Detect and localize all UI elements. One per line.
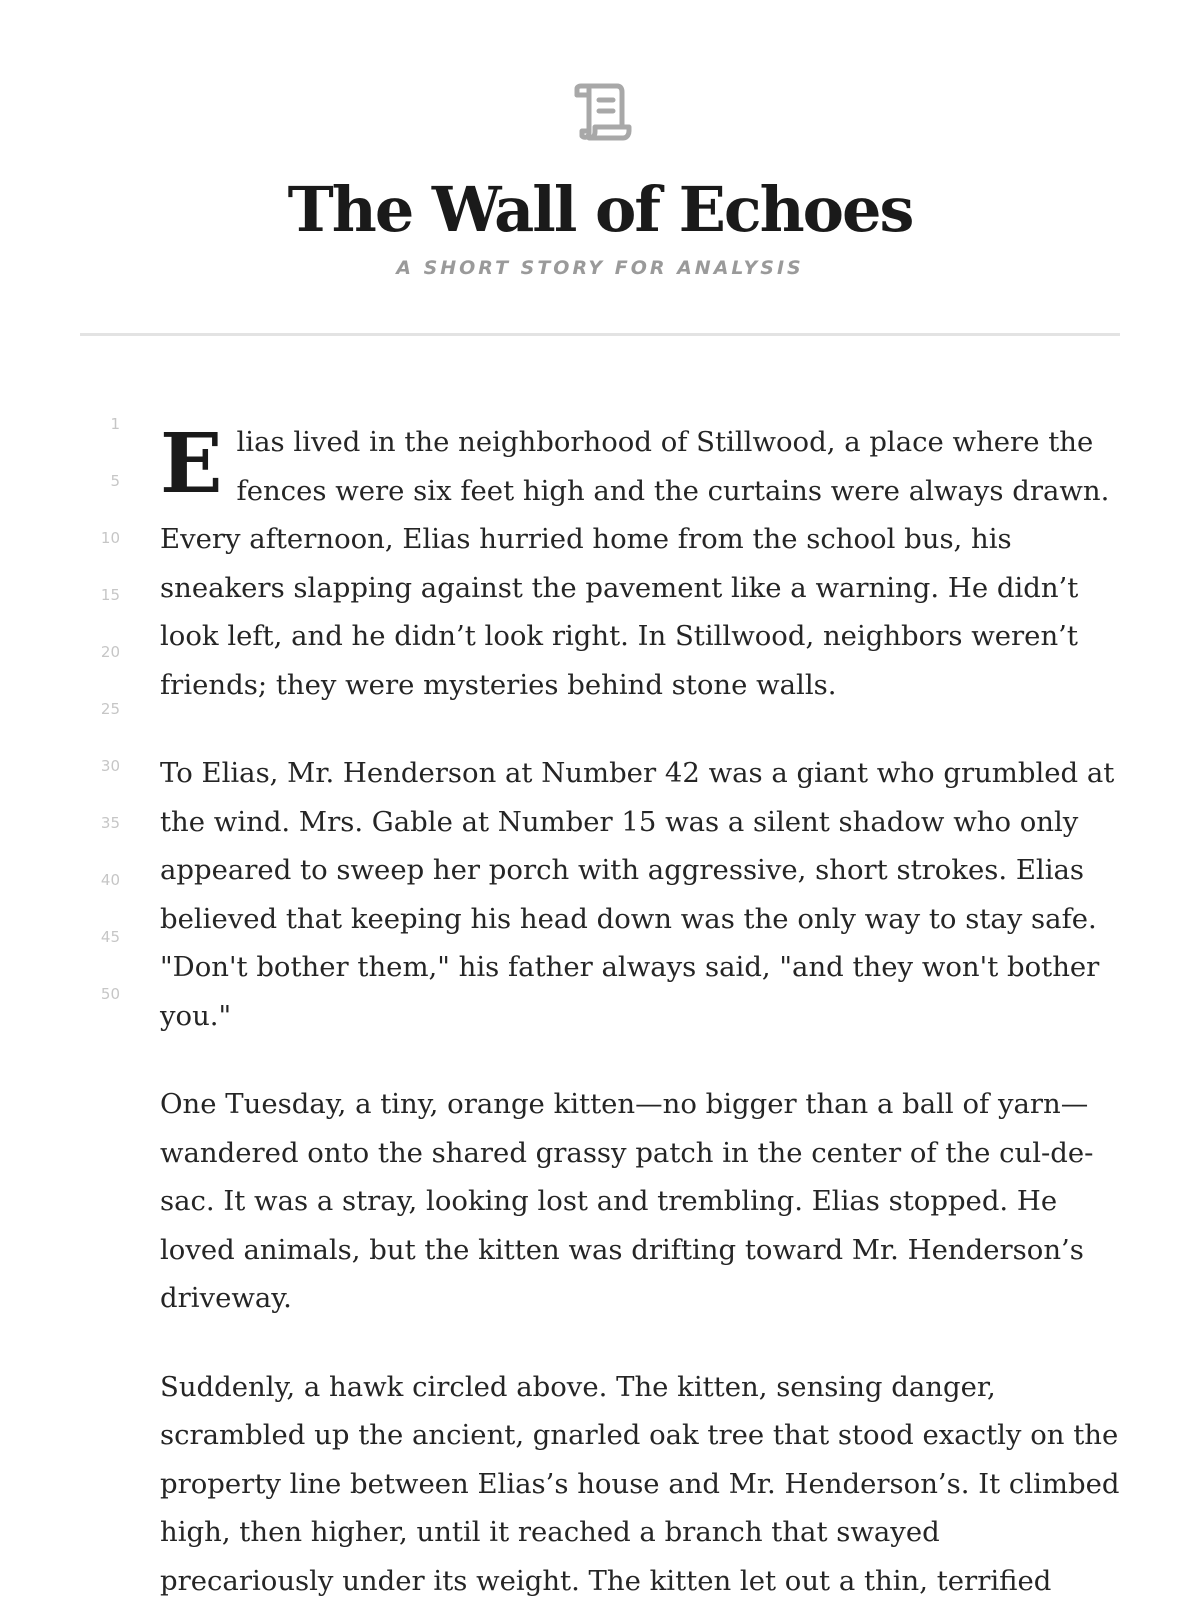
line-number: 15 — [100, 586, 120, 604]
line-number: 1 — [110, 415, 120, 433]
line-number: 40 — [100, 871, 120, 889]
drop-cap: E — [160, 416, 223, 512]
line-number: 35 — [100, 814, 120, 832]
story-title: The Wall of Echoes — [287, 173, 913, 246]
story-paragraph — [160, 418, 1120, 709]
header-divider — [80, 333, 1120, 336]
story-body — [160, 418, 1120, 1600]
paragraph-text: lias lived in the neighborhood of Stillwood, a place where the fences were six feet high and the curtains were always drawn. Every afternoon, Elias hurried home from the school bus, his sneakers slapping against the pavement like a warning. He didn’t look left, and he didn’t look right. In Stillwood, neighbors weren’t friends; they were mysteries behind stone walls. — [160, 426, 1110, 701]
line-number: 25 — [100, 700, 120, 718]
line-number: 5 — [110, 472, 120, 490]
story-subtitle: A SHORT STORY FOR ANALYSIS — [396, 257, 804, 279]
story-paragraph: One Tuesday, a tiny, orange kitten—no bigger than a ball of yarn—wandered onto the shared grassy patch in the center of the cul-de-sac. It was a stray, looking lost and trembling. Elias stopped. He loved animals, but the kitten was drifting toward Mr. Henderson’s driveway. — [160, 1088, 1094, 1314]
line-number: 45 — [100, 928, 120, 946]
line-number: 30 — [100, 757, 120, 775]
story-paragraph: Suddenly, a hawk circled above. The kitten, sensing danger, scrambled up the ancient, gnarled oak tree that stood exactly on the property line between Elias’s house and Mr. Henderson’s. It climbed high, then higher, until it reached a branch that swayed precariously under its weight. The kitten let out a thin, terrified — [160, 1370, 1120, 1597]
line-number: 20 — [100, 643, 120, 661]
scroll-icon — [569, 83, 633, 147]
line-number: 10 — [100, 529, 120, 547]
story-header — [0, 0, 1200, 340]
story-paragraph: To Elias, Mr. Henderson at Number 42 was a giant who grumbled at the wind. Mrs. Gable at Number 15 was a silent shadow who only appeared to sweep her porch with aggressive, short strokes. Elias believed that keeping his head down was the only way to stay safe. "Don't bother them," his father always said, "and they won't bother you." — [160, 757, 1115, 1032]
line-number: 50 — [100, 985, 120, 1003]
